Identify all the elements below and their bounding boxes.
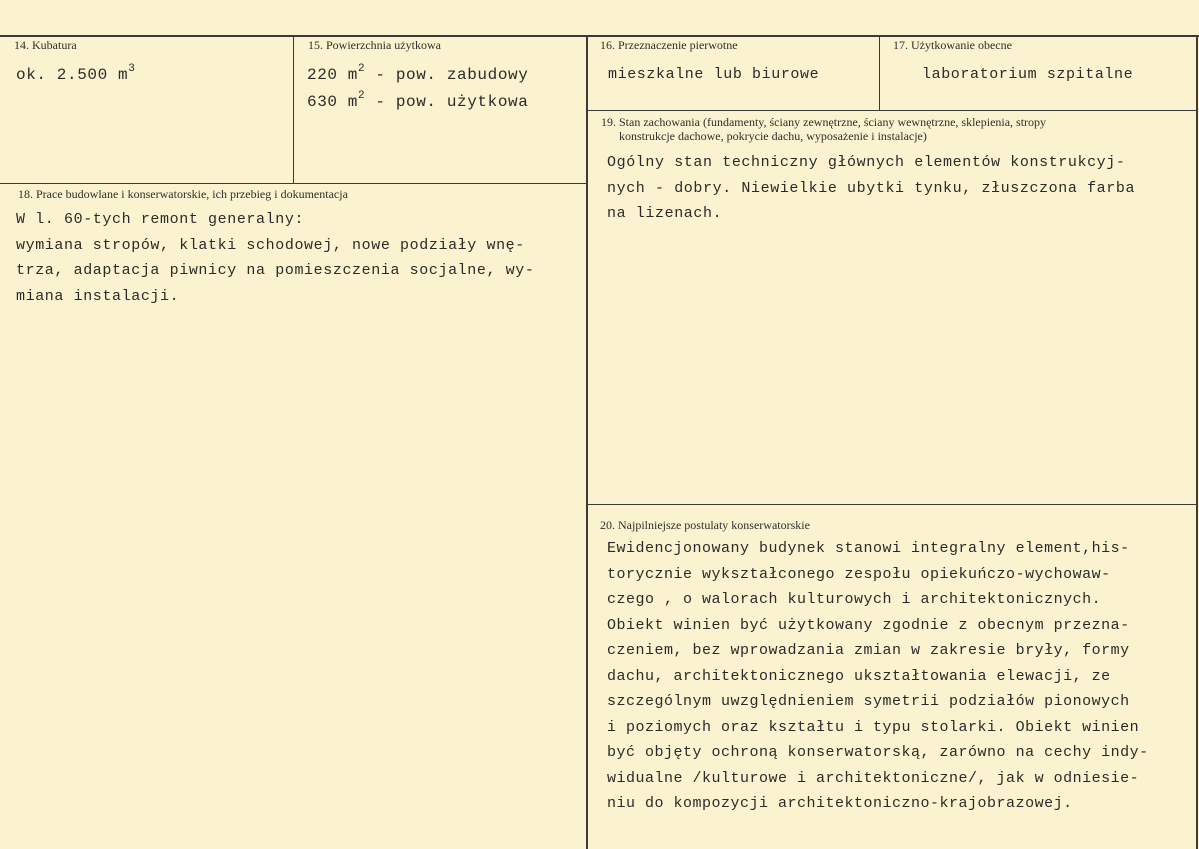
postulaty-text-line: widualne /kulturowe i architektoniczne/, jak w odniesie- — [607, 769, 1140, 787]
stan-text-line: nych - dobry. Niewielkie ubytki tynku, złuszczona farba — [607, 179, 1136, 197]
divider-16-17 — [879, 36, 880, 110]
right-border — [1196, 35, 1198, 849]
uzytkowanie-value: laboratorium szpitalne — [922, 66, 1134, 83]
top-rule — [0, 35, 1199, 37]
prace-text — [16, 207, 534, 309]
divider-14-15 — [293, 36, 294, 183]
field-label-powierzchnia: 15. Powierzchnia użytkowa — [308, 38, 441, 52]
powierzchnia-line-2-desc: - pow. użytkowa — [365, 93, 529, 111]
field-label-stan-line-2: konstrukcje dachowe, pokrycie dachu, wyposażenie i instalacje) — [619, 129, 927, 143]
stan-text-line: na lizenach. — [607, 205, 723, 222]
prace-text-line: wymiana stropów, klatki schodowej, nowe podziały wnę- — [16, 236, 525, 254]
prace-text-line: W l. 60-tych remont generalny: — [16, 211, 305, 228]
postulaty-text-line: i poziomych oraz kształtu i typu stolarki. Obiekt winien — [607, 718, 1140, 736]
przeznaczenie-value: mieszkalne lub biurowe — [608, 66, 820, 83]
postulaty-text — [607, 536, 1149, 817]
stan-text-line: Ogólny stan techniczny głównych elementów konstrukcyj- — [607, 154, 1126, 171]
field-label-postulaty: 20. Najpilniejsze postulaty konserwatorskie — [600, 518, 810, 532]
powierzchnia-line-2 — [307, 90, 529, 111]
postulaty-text-line: szczególnym uwzględnieniem symetrii podziałów pionowych — [607, 693, 1130, 710]
field-label-uzytkowanie: 17. Użytkowanie obecne — [893, 38, 1012, 52]
rule-below-16-17 — [587, 110, 1197, 111]
field-label-stan-line-1: 19. Stan zachowania (fundamenty, ściany zewnętrzne, ściany wewnętrzne, sklepienia, stropy — [601, 115, 1047, 129]
rule-above-18 — [0, 183, 587, 184]
kubatura-unit-exponent: 3 — [128, 63, 136, 75]
powierzchnia-line-1-desc: - pow. zabudowy — [365, 66, 529, 84]
stan-text — [607, 150, 1135, 227]
powierzchnia-line-1-value: 220 m — [307, 66, 359, 84]
divider-center — [586, 36, 588, 849]
powierzchnia-line-2-value: 630 m — [307, 93, 359, 111]
powierzchnia-line-1-exponent: 2 — [358, 63, 366, 75]
postulaty-text-line: czeniem, bez wprowadzania zmian w zakresie bryły, formy — [607, 642, 1130, 659]
postulaty-text-line: Ewidencjonowany budynek stanowi integralny element,his- — [607, 540, 1130, 557]
field-label-prace: 18. Prace budowlane i konserwatorskie, ich przebieg i dokumentacja — [18, 187, 348, 201]
powierzchnia-line-1 — [307, 63, 529, 84]
prace-text-line: miana instalacji. — [16, 287, 180, 305]
field-label-kubatura: 14. Kubatura — [14, 38, 77, 52]
kubatura-value — [16, 63, 136, 84]
kubatura-value-main: ok. 2.500 m — [16, 66, 129, 84]
postulaty-text-line: dachu, architektonicznego ukształtowania elewacji, ze — [607, 667, 1111, 685]
postulaty-text-line: czego , o walorach kulturowych i architektonicznych. — [607, 591, 1102, 608]
postulaty-text-line: Obiekt winien być użytkowany zgodnie z obecnym przezna- — [607, 616, 1130, 634]
postulaty-text-line: być objęty ochroną konserwatorską, zarówno na cechy indy- — [607, 744, 1149, 761]
postulaty-text-line: torycznie wykształconego zespołu opiekuńczo-wychowaw- — [607, 565, 1111, 583]
powierzchnia-line-2-exponent: 2 — [358, 90, 366, 102]
prace-text-line: trza, adaptacja piwnicy na pomieszczenia socjalne, wy- — [16, 262, 535, 279]
field-label-przeznaczenie: 16. Przeznaczenie pierwotne — [600, 38, 738, 52]
postulaty-text-line: niu do kompozycji architektoniczno-krajobrazowej. — [607, 795, 1073, 812]
rule-above-20 — [587, 504, 1197, 505]
